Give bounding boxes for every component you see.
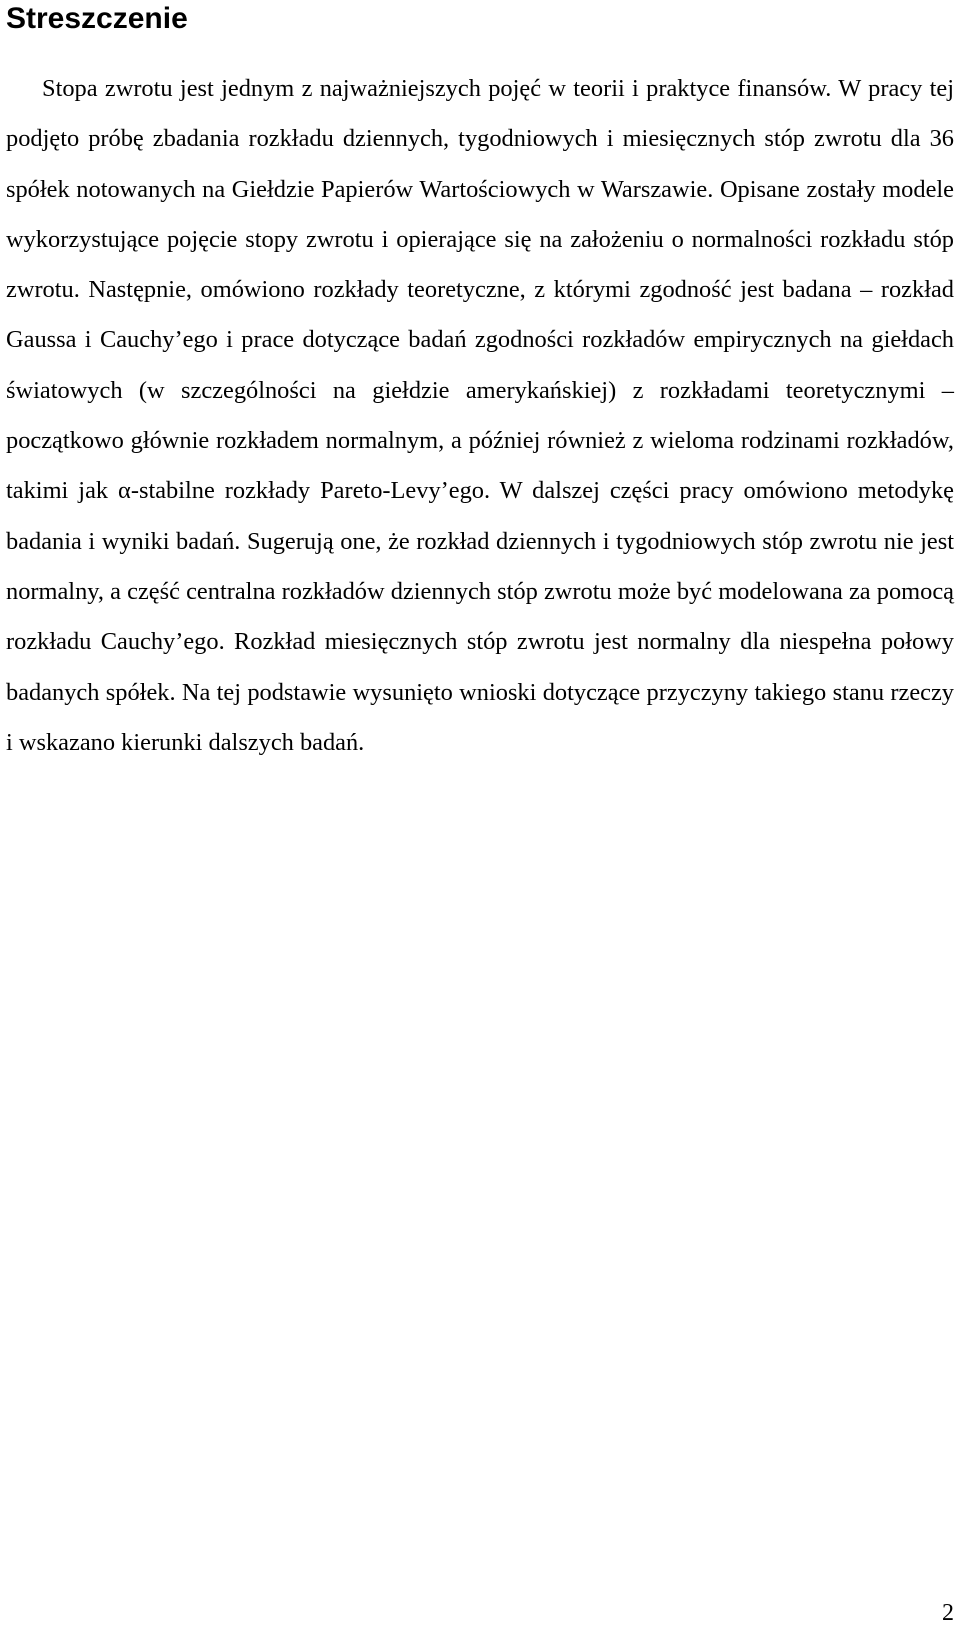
abstract-paragraph: Stopa zwrotu jest jednym z najważniejszych pojęć w teorii i praktyce finansów. W pracy tej podjęto próbę zbadania rozkładu dziennych, tygodniowych i miesięcznych stóp zwrotu dla 36 spółek notowanych na Giełdzie Papierów Wartościowych w Warszawie. Opisane zostały modele wykorzystujące pojęcie stopy zwrotu i opierające się na założeniu o normalności rozkładu stóp zwrotu. Następnie, omówiono rozkłady teoretyczne, z którymi zgodność jest badana – rozkład Gaussa i Cauchy’ego i prace dotyczące badań zgodności rozkładów empirycznych na giełdach światowych (w szczególności na giełdzie amerykańskiej) z rozkładami teoretycznymi – początkowo głównie rozkładem normalnym, a później również z wieloma rodzinami rozkładów, takimi jak α-stabilne rozkłady Pareto-Levy’ego. W dalszej części pracy omówiono metodykę badania i wyniki badań. Sugerują one, że rozkład dziennych i tygodniowych stóp zwrotu nie jest normalny, a część centralna rozkładów dziennych stóp zwrotu może być modelowana za pomocą rozkładu Cauchy’ego. Rozkład miesięcznych stóp zwrotu jest normalny dla niespełna połowy badanych spółek. Na tej podstawie wysunięto wnioski dotyczące przyczyny takiego stanu rzeczy i wskazano kierunki dalszych badań. xyxy=(6,75,954,756)
section-heading: Streszczenie xyxy=(6,2,188,35)
page-number: 2 xyxy=(942,1600,954,1626)
